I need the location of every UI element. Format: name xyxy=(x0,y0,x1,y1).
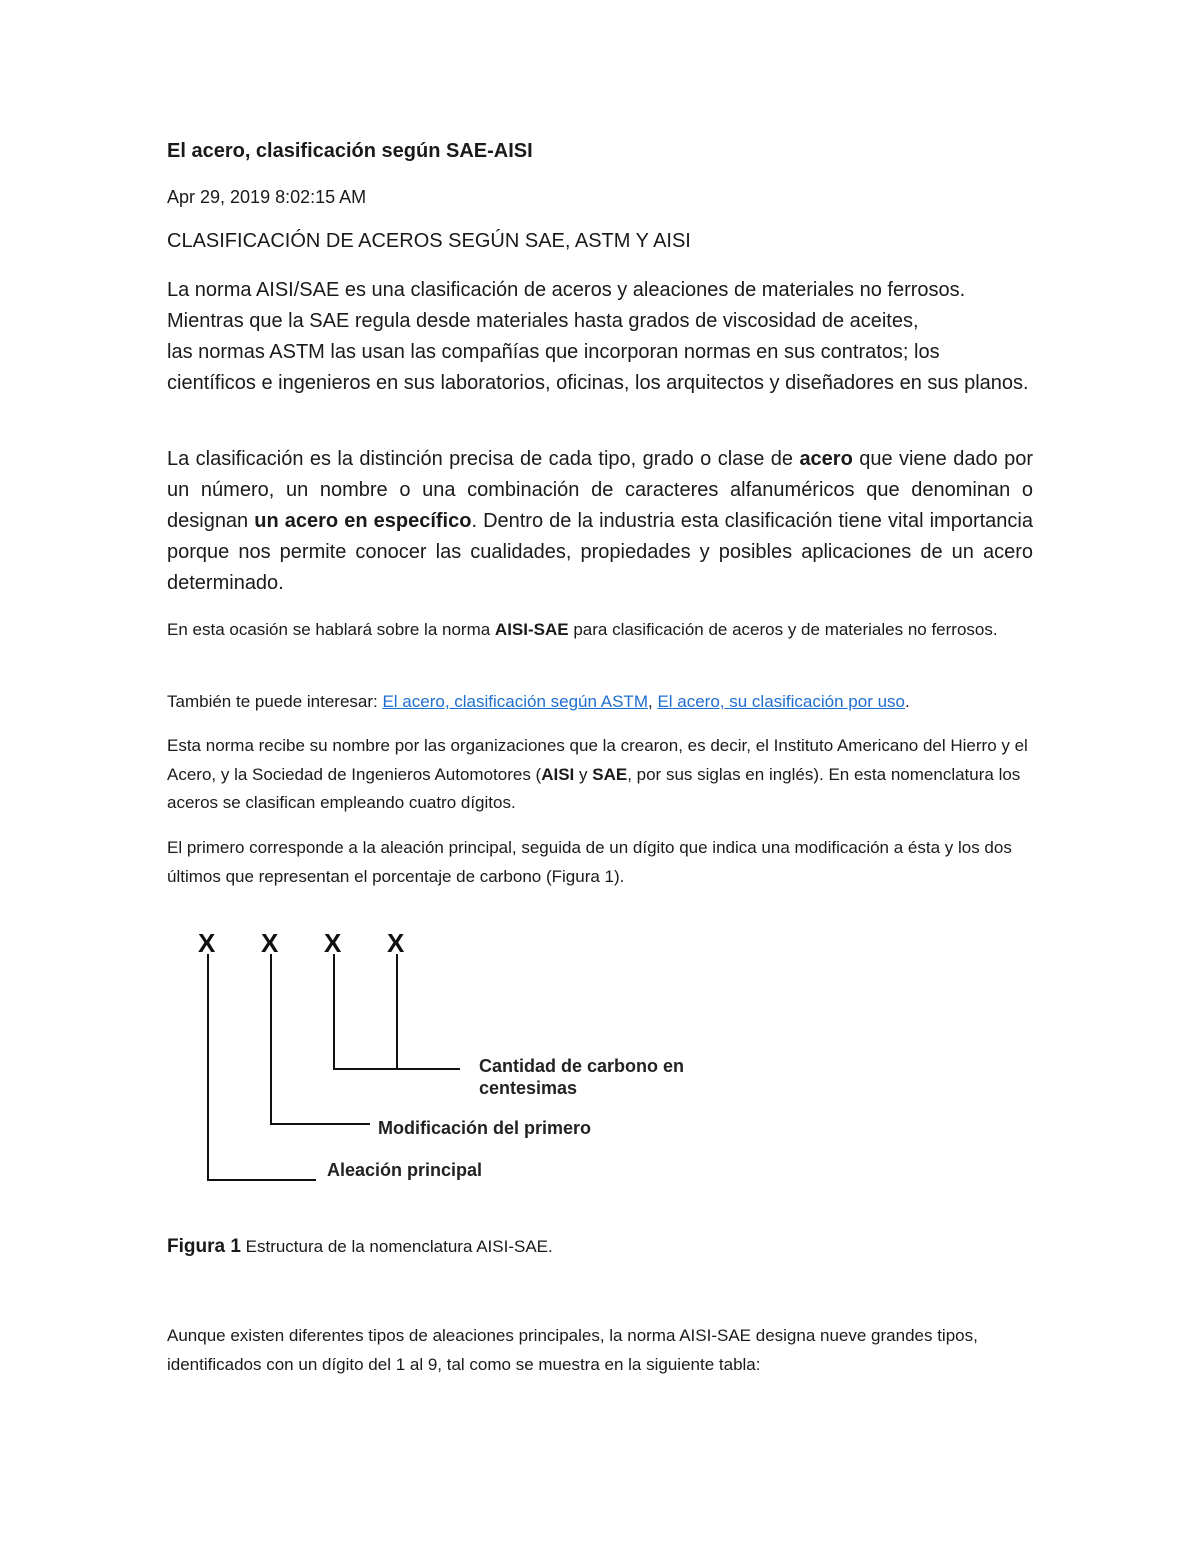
publish-date: Apr 29, 2019 8:02:15 AM xyxy=(167,187,367,207)
digit-x-3: X xyxy=(324,928,342,958)
paragraph-types: Aunque existen diferentes tipos de aleaciones principales, la norma AISI-SAE designa nueve grandes tipos, identificados con un dígito del 1 al 9, tal como se muestra en la siguiente tabla: xyxy=(167,1326,978,1374)
text-run: La clasificación es la distinción precisa de cada tipo, grado o clase de xyxy=(167,448,800,470)
bold-term-sae: SAE xyxy=(592,764,628,784)
paragraph-intro-line-1: La norma AISI/SAE es una clasificación de aceros y aleaciones de materiales no ferrosos. xyxy=(167,279,966,301)
paragraph-intro xyxy=(167,275,1033,399)
text-run: que viene dado por un número, un nombre o una combinación de caracteres alfanuméricos que denominan o designan xyxy=(167,448,1033,532)
bold-term-specific: un acero en específico xyxy=(254,510,472,532)
paragraph-classification xyxy=(167,444,1033,599)
link-astm-classification[interactable]: El acero, clasificación según ASTM xyxy=(382,692,648,711)
label-alloy: Aleación principal xyxy=(327,1160,483,1180)
text-run: También te puede interesar: xyxy=(167,692,383,711)
figure-caption xyxy=(167,1236,553,1258)
text-run: . xyxy=(905,692,910,711)
text-run: para clasificación de aceros y de materiales no ferrosos. xyxy=(568,620,998,639)
label-modification: Modificación del primero xyxy=(378,1118,592,1138)
section-heading: CLASIFICACIÓN DE ACEROS SEGÚN SAE, ASTM Y AISI xyxy=(167,230,691,252)
digit-x-1: X xyxy=(198,928,216,958)
paragraph-intro-line-3: las normas ASTM las usan las compañías que incorporan normas en sus contratos; los científicos e ingenieros en sus laboratorios, oficinas, los arquitectos y diseñadores en sus planos. xyxy=(167,341,1029,394)
caption-label: Figura 1 xyxy=(167,1236,241,1257)
label-carbon-line-1: Cantidad de carbono en xyxy=(479,1056,685,1076)
bold-term-acero: acero xyxy=(799,448,853,470)
text-run: En esta ocasión se hablará sobre la norma xyxy=(167,620,495,639)
bold-term-aisi: AISI xyxy=(541,764,575,784)
digit-x-4: X xyxy=(387,928,405,958)
link-use-classification[interactable]: El acero, su clasificación por uso xyxy=(657,692,905,711)
paragraph-related xyxy=(167,688,1033,717)
text-run: . Dentro de la industria esta clasificación tiene vital importancia porque nos permite conocer las cualidades, propiedades y posibles aplicaciones de un acero determinado. xyxy=(167,510,1033,594)
nomenclature-diagram xyxy=(190,920,750,1200)
text-run: , xyxy=(647,692,658,711)
text-run: Esta norma recibe su nombre por las organizaciones que la crearon, es decir, el Instituto Americano del Hierro y el Acero, y la Sociedad de Ingenieros Automotores ( xyxy=(167,736,1028,784)
paragraph-intro-line-2: Mientras que la SAE regula desde materiales hasta grados de viscosidad de aceites, xyxy=(167,310,919,332)
document-title: El acero, clasificación según SAE-AISI xyxy=(167,140,533,162)
bold-term-aisi-sae: AISI-SAE xyxy=(494,620,569,639)
text-run: , por sus siglas en inglés). En esta nomenclatura los aceros se clasifican empleando cuatro dígitos. xyxy=(167,764,1021,812)
paragraph-digits: El primero corresponde a la aleación principal, seguida de un dígito que indica una modificación a ésta y los dos últimos que representan el porcentaje de carbono (Figura 1). xyxy=(167,838,1012,886)
caption-text: Estructura de la nomenclatura AISI-SAE. xyxy=(240,1237,553,1256)
connector-modification xyxy=(271,954,370,1124)
digit-x-2: X xyxy=(261,928,279,958)
label-carbon-line-2: centesimas xyxy=(479,1078,578,1098)
paragraph-norma xyxy=(167,616,1033,645)
text-run: y xyxy=(574,764,593,784)
connector-alloy xyxy=(208,954,316,1180)
paragraph-origin xyxy=(167,732,1033,818)
